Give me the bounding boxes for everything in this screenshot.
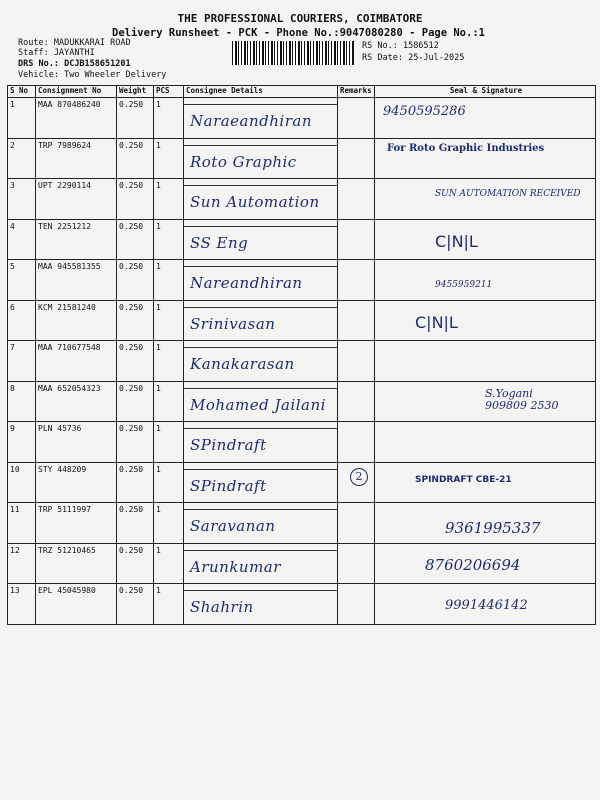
sno-cell	[8, 98, 36, 139]
consignee-underline	[184, 347, 337, 348]
consignment-cell	[36, 543, 117, 584]
weight-cell-text: 0.250	[119, 343, 144, 352]
runsheet-subtitle: Delivery Runsheet - PCK - Phone No.:9047080280 - Page No.:1	[112, 27, 485, 39]
pcs-cell-text: 1	[156, 140, 161, 150]
runsheet-table	[7, 85, 596, 625]
consignee-cell	[184, 138, 338, 179]
signature-handwriting: For Roto Graphic Industries	[387, 142, 545, 154]
weight-cell	[117, 341, 154, 382]
vehicle-value: Two Wheeler Delivery	[64, 70, 167, 80]
remarks-cell	[338, 584, 375, 625]
signature-cell	[375, 584, 596, 625]
consignee-handwritten-name: Saravanan	[190, 517, 276, 535]
sno-cell-text: 12	[10, 545, 20, 555]
barcode-image	[232, 41, 354, 65]
pcs-cell	[154, 503, 184, 544]
consignee-cell	[184, 503, 338, 544]
consignee-underline	[184, 469, 337, 470]
consignee-cell	[184, 584, 338, 625]
weight-cell	[117, 381, 154, 422]
consignee-cell	[184, 341, 338, 382]
pcs-cell-text: 1	[156, 383, 161, 393]
signature-box	[375, 422, 595, 462]
sno-cell	[8, 462, 36, 503]
col-weight-header: Weight	[117, 86, 154, 98]
remarks-cell	[338, 219, 375, 260]
consignment-cell	[36, 462, 117, 503]
consignee-handwritten-name: Sun Automation	[190, 193, 320, 211]
signature-cell	[375, 422, 596, 463]
weight-cell-text: 0.250	[119, 302, 144, 312]
signature-box	[375, 463, 595, 503]
signature-cell	[375, 260, 596, 301]
signature-box	[375, 98, 595, 138]
consignee-handwritten-name: Nareandhiran	[190, 274, 303, 292]
remarks-cell	[338, 260, 375, 301]
sno-cell-text: 2	[10, 140, 15, 150]
staff-line	[18, 48, 95, 58]
remarks-cell	[338, 179, 375, 220]
consignment-cell	[36, 179, 117, 220]
signature-cell	[375, 138, 596, 179]
table-row	[8, 381, 596, 422]
signature-handwriting: 8760206694	[425, 555, 521, 574]
vehicle-label: Vehicle:	[18, 70, 59, 80]
pcs-cell-text: 1	[156, 100, 161, 109]
consignee-handwritten-name: Mohamed Jailani	[190, 395, 326, 414]
table-row	[8, 179, 596, 220]
sno-cell-text: 7	[10, 343, 15, 352]
pcs-cell	[154, 584, 184, 625]
consignment-cell	[36, 260, 117, 301]
signature-handwriting: SPINDRAFT CBE-21	[415, 474, 512, 485]
remarks-cell	[338, 138, 375, 179]
consignee-box	[184, 584, 337, 624]
pcs-cell-text: 1	[156, 221, 161, 231]
pcs-cell-text: 1	[156, 262, 161, 271]
sno-cell-text: 4	[10, 221, 15, 231]
pcs-cell	[154, 381, 184, 422]
consignee-handwritten-name: Kanakarasan	[190, 355, 295, 373]
sno-cell	[8, 381, 36, 422]
remarks-cell	[338, 98, 375, 139]
signature-cell	[375, 98, 596, 139]
consignment-cell	[36, 219, 117, 260]
table-row	[8, 584, 596, 625]
table-row	[8, 341, 596, 382]
remarks-cell	[338, 381, 375, 422]
signature-cell	[375, 341, 596, 382]
signature-handwriting: SUN AUTOMATION RECEIVED	[435, 189, 581, 199]
consignee-box	[184, 139, 337, 179]
table-row	[8, 503, 596, 544]
signature-box	[375, 341, 595, 381]
weight-cell-text: 0.250	[119, 545, 144, 555]
table-row	[8, 138, 596, 179]
weight-cell-text: 0.250	[119, 505, 144, 514]
table-header-row	[8, 86, 596, 98]
consignment-cell-text: MAA 652054323	[38, 383, 101, 393]
rs-no-value: 1586512	[402, 41, 439, 51]
sno-cell-text: 13	[10, 586, 20, 595]
weight-cell	[117, 179, 154, 220]
signature-cell	[375, 219, 596, 260]
consignee-underline	[184, 185, 337, 186]
remarks-cell	[338, 341, 375, 382]
route-line	[18, 38, 131, 48]
pcs-cell-text: 1	[156, 424, 161, 433]
vehicle-line	[18, 70, 166, 80]
consignee-handwritten-name: Roto Graphic	[190, 152, 297, 171]
rs-date-label: RS Date:	[362, 53, 403, 63]
signature-cell	[375, 503, 596, 544]
sno-cell-text: 8	[10, 383, 15, 393]
pcs-cell	[154, 179, 184, 220]
company-title: THE PROFESSIONAL COURIERS, COIMBATORE	[177, 12, 423, 25]
rs-date-line	[362, 53, 464, 63]
consignment-cell	[36, 98, 117, 139]
consignment-cell	[36, 422, 117, 463]
consignee-underline	[184, 428, 337, 429]
weight-cell	[117, 219, 154, 260]
table-row	[8, 98, 596, 139]
weight-cell	[117, 422, 154, 463]
weight-cell-text: 0.250	[119, 586, 144, 595]
consignee-box	[184, 98, 337, 138]
signature-handwriting: 9455959211	[435, 280, 493, 290]
consignee-cell	[184, 98, 338, 139]
consignment-cell	[36, 300, 117, 341]
table-row	[8, 300, 596, 341]
sno-cell-text: 9	[10, 424, 15, 433]
sno-cell	[8, 543, 36, 584]
weight-cell-text: 0.250	[119, 140, 144, 150]
sno-cell	[8, 503, 36, 544]
pcs-cell-text: 1	[156, 343, 161, 352]
consignment-cell	[36, 381, 117, 422]
drs-value: DCJB158651201	[64, 59, 131, 69]
consignee-cell	[184, 422, 338, 463]
pcs-cell	[154, 543, 184, 584]
weight-cell	[117, 300, 154, 341]
sno-cell	[8, 300, 36, 341]
weight-cell	[117, 462, 154, 503]
consignment-cell	[36, 503, 117, 544]
staff-label: Staff:	[18, 48, 49, 58]
pcs-cell	[154, 422, 184, 463]
signature-box	[375, 382, 595, 422]
drs-line	[18, 59, 131, 69]
sno-cell-text: 1	[10, 100, 15, 109]
sno-cell	[8, 219, 36, 260]
consignment-cell-text: MAA 945581355	[38, 262, 101, 271]
remarks-cell	[338, 503, 375, 544]
staff-value: JAYANTHI	[53, 48, 95, 58]
signature-handwriting: 9361995337	[445, 519, 541, 537]
consignee-underline	[184, 266, 337, 267]
route-value: MADUKKARAI ROAD	[53, 38, 131, 48]
consignment-cell-text: MAA 710677548	[38, 343, 101, 352]
remarks-cell	[338, 422, 375, 463]
consignee-handwritten-name: SPindraft	[190, 476, 267, 495]
sno-cell-text: 10	[10, 464, 20, 474]
table-row	[8, 462, 596, 503]
signature-cell	[375, 300, 596, 341]
signature-cell	[375, 462, 596, 503]
signature-box	[375, 584, 595, 624]
rs-no-line	[362, 41, 439, 51]
weight-cell-text: 0.250	[119, 424, 144, 433]
sno-cell-text: 6	[10, 302, 15, 312]
rs-no-label: RS No.:	[362, 41, 398, 51]
signature-box	[375, 179, 595, 219]
signature-cell	[375, 179, 596, 220]
pcs-cell	[154, 341, 184, 382]
consignee-box	[184, 301, 337, 341]
weight-cell	[117, 260, 154, 301]
consignee-cell	[184, 462, 338, 503]
consignee-handwritten-name: SS Eng	[190, 233, 249, 252]
weight-cell	[117, 138, 154, 179]
table-row	[8, 422, 596, 463]
consignee-underline	[184, 104, 337, 105]
consignment-cell	[36, 138, 117, 179]
weight-cell-text: 0.250	[119, 181, 144, 190]
consignment-cell	[36, 584, 117, 625]
consignment-cell-text: UPT 2290114	[38, 181, 91, 190]
col-remarks-header: Remarks	[338, 86, 375, 98]
pcs-cell-text: 1	[156, 181, 161, 190]
consignment-cell-text: TRP 7989624	[38, 140, 91, 150]
signature-handwriting: C|N|L	[435, 231, 478, 251]
consignment-cell-text: PLN 45736	[38, 424, 82, 433]
consignee-cell	[184, 179, 338, 220]
consignment-cell-text: TRP 5111997	[38, 505, 91, 514]
pcs-cell	[154, 462, 184, 503]
consignee-underline	[184, 590, 337, 591]
sno-cell	[8, 422, 36, 463]
consignment-cell-text: EPL 45045980	[38, 586, 96, 595]
consignee-box	[184, 503, 337, 543]
pcs-cell-text: 1	[156, 586, 161, 595]
consignment-cell-text: STY 448209	[38, 464, 87, 474]
signature-handwriting: C|N|L	[415, 312, 458, 332]
route-label: Route:	[18, 38, 49, 48]
consignee-box	[184, 422, 337, 462]
col-consignee-header: Consignee Details	[184, 86, 338, 98]
consignee-box	[184, 544, 337, 584]
col-sno-header: S No	[8, 86, 36, 98]
weight-cell	[117, 98, 154, 139]
signature-cell	[375, 381, 596, 422]
consignee-box	[184, 179, 337, 219]
weight-cell	[117, 503, 154, 544]
consignment-cell-text: TRZ 51210465	[38, 545, 96, 555]
pcs-cell	[154, 300, 184, 341]
consignee-handwritten-name: Arunkumar	[190, 557, 281, 576]
pcs-cell-text: 1	[156, 545, 161, 555]
signature-box	[375, 301, 595, 341]
sno-cell	[8, 584, 36, 625]
consignment-cell	[36, 341, 117, 382]
sno-cell	[8, 260, 36, 301]
consignee-handwritten-name: Srinivasan	[190, 314, 276, 333]
remarks-cell	[338, 543, 375, 584]
consignee-underline	[184, 307, 337, 308]
weight-cell-text: 0.250	[119, 100, 144, 109]
consignee-underline	[184, 509, 337, 510]
consignee-box	[184, 382, 337, 422]
consignee-handwritten-name: Shahrin	[190, 598, 254, 616]
consignee-cell	[184, 219, 338, 260]
pcs-cell	[154, 98, 184, 139]
weight-cell	[117, 584, 154, 625]
sno-cell-text: 3	[10, 181, 15, 190]
signature-box	[375, 260, 595, 300]
signature-box	[375, 139, 595, 179]
signature-box	[375, 503, 595, 543]
weight-cell-text: 0.250	[119, 221, 144, 231]
signature-handwriting: 9991446142	[445, 598, 528, 613]
consignee-box	[184, 341, 337, 381]
consignee-underline	[184, 145, 337, 146]
table-row	[8, 219, 596, 260]
consignee-handwritten-name: Naraeandhiran	[190, 112, 312, 130]
weight-cell	[117, 543, 154, 584]
rs-date-value: 25-Jul-2025	[408, 53, 465, 63]
remark-circled-number: 2	[350, 468, 368, 486]
sno-cell-text: 5	[10, 262, 15, 271]
col-pcs-header: PCS	[154, 86, 184, 98]
consignee-underline	[184, 550, 337, 551]
consignee-underline	[184, 226, 337, 227]
signature-cell	[375, 543, 596, 584]
consignment-cell-text: KCM 21581240	[38, 302, 96, 312]
pcs-cell-text: 1	[156, 505, 161, 514]
pcs-cell-text: 1	[156, 302, 161, 312]
consignment-cell-text: TEN 2251212	[38, 221, 91, 231]
signature-box	[375, 544, 595, 584]
signature-handwriting: 9450595286	[383, 104, 466, 119]
remarks-cell	[338, 300, 375, 341]
pcs-cell	[154, 260, 184, 301]
table-row	[8, 260, 596, 301]
signature-box	[375, 220, 595, 260]
pcs-cell	[154, 138, 184, 179]
weight-cell-text: 0.250	[119, 262, 144, 271]
pcs-cell	[154, 219, 184, 260]
col-signature-header: Seal & Signature	[375, 86, 596, 98]
weight-cell-text: 0.250	[119, 383, 144, 393]
consignee-cell	[184, 381, 338, 422]
sno-cell-text: 11	[10, 505, 20, 514]
consignee-cell	[184, 260, 338, 301]
consignee-cell	[184, 543, 338, 584]
signature-handwriting: S.Yogani 909809 2530	[485, 386, 559, 412]
consignee-box	[184, 260, 337, 300]
table-row	[8, 543, 596, 584]
consignee-underline	[184, 388, 337, 389]
drs-label: DRS No.:	[18, 59, 59, 69]
consignee-box	[184, 463, 337, 503]
weight-cell-text: 0.250	[119, 464, 144, 474]
sno-cell	[8, 138, 36, 179]
consignee-box	[184, 220, 337, 260]
pcs-cell-text: 1	[156, 464, 161, 474]
consignee-handwritten-name: SPindraft	[190, 436, 267, 454]
sno-cell	[8, 179, 36, 220]
consignee-cell	[184, 300, 338, 341]
col-consignment-header: Consignment No	[36, 86, 117, 98]
sno-cell	[8, 341, 36, 382]
consignment-cell-text: MAA 870486240	[38, 100, 101, 109]
